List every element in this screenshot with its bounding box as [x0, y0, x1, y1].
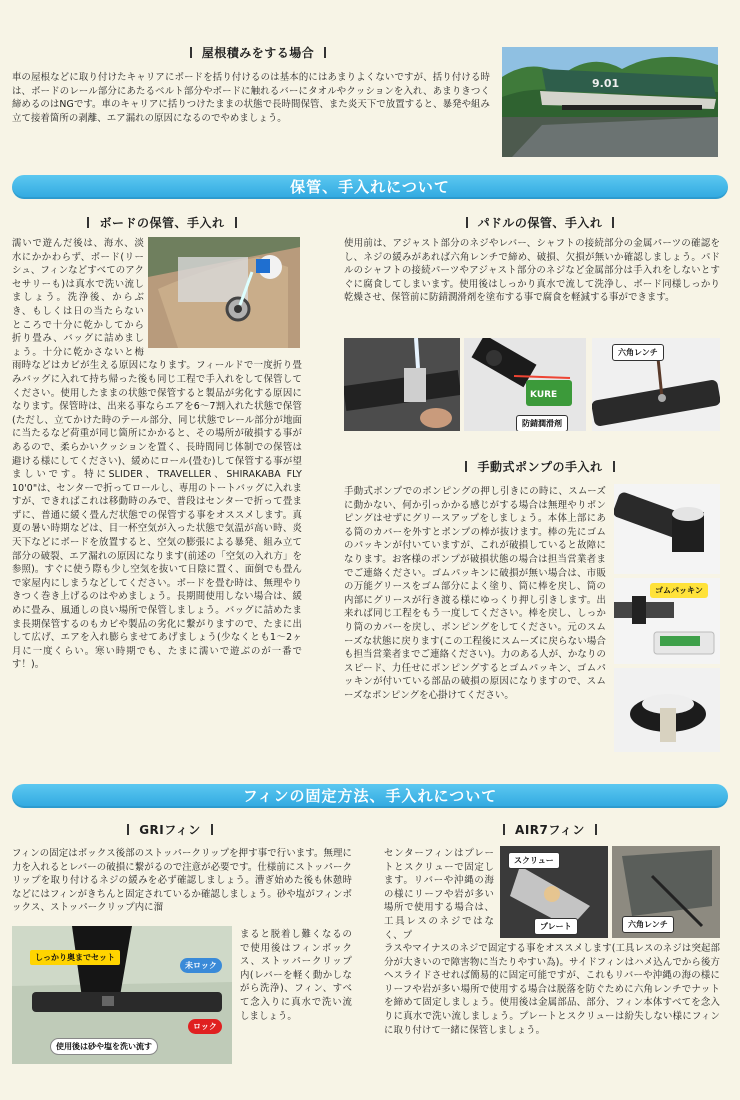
paddle-hexwrench-photo	[592, 338, 720, 431]
paddle-lubricant-photo	[464, 338, 586, 431]
air7-fin-body-side: センターフィンはプレートとスクリューで固定します。リバーや沖縄の海の様にリーフや岩が多い場所で使用する場合は、工具レスのネジではなく、プ	[384, 848, 494, 941]
paddle-care-heading: パドルの保管、手入れ	[440, 214, 640, 231]
board-care-heading: ボードの保管、手入れ	[62, 214, 262, 231]
care-section-banner: 保管、手入れについて	[12, 175, 728, 199]
hexwrench-label: 六角レンチ	[612, 344, 664, 361]
locked-label: ロック	[188, 1019, 222, 1034]
pump-cylinder-photo	[614, 484, 720, 574]
board-care-body: 濡いで遊んだ後は、海水、淡水にかかわらず、ボード(リーシュ、フィンなどすべてのアクセサリーも)は真水で洗い流しましょう。洗浄後、からぶき、もしくは日の当たらないところで十分に乾かしてから折り畳み、バッグに詰めましょう。十分に乾かさないと梅雨時などはカビが生える原因になります。フィールドで一度折り畳みバッグに入れて持ち帰った後も同じ工程で手入れをして保管してください。使用したままの状態で保管すると製品が劣化する原因になります。保管時は、出来る事ならエアを6〜7割入れた状態で保管(ただし、立てかけた時のテール部分、同じ状態でレール部分が地面に当たるなど荷重が同じ箇所にかかると、その場所が破損する事があるので、柔らかいクッションを置く、長時間同じ体制での保管は避ける様にしてください)、緩めにロール(畳む)して保管する事が望ましいです。特にSLIDER、TRAVELLER、SHIRAKABA FLY 10'0"は、センターで折ってロールし、専用のトートバッグに入れますが、できればこれは移動時のみで、普段はセンターで折って畳まずに、普通に緩く畳んだ状態での保管する事をオススメします。真夏の暑い時期などは、目一杯空気が入った状態で気温が高い時、炎天下などにボードを放置すると、空気の膨張による暴発、組み立て部分の破裂、エア漏れの原因になります(前述の「空気の入れ方」を参照)。すぐに使う際も少し空気を抜いて日陰に置く、面倒でも畳んで家屋内にしまうなどしてください。ボードを畳む時は、無理やりきつく巻き上げるのはやめましょう。長期間使用しない場合は、緩めに畳み、風通しの良い場所で保管しましょう。バッグに詰めたまま長期保管するのもカビや製品の劣化に繋がりますので、たまに出して広げ、エアを入れ膨らませてあげましょう(少なくとも1〜2ヶ月に一度くらい。寒い時期でも、たまに濡いで遊ぶのが一番です！)。	[12, 238, 302, 671]
gri-fin-body-side: まると脱着し難くなるので使用後はフィンボックス、ストッパークリップ内(レバーを軽く動かしながら洗浄)、フィン、すべて念入りに真水で洗い流しましょう。	[240, 929, 352, 1022]
fin-section-banner: フィンの固定方法、手入れについて	[12, 784, 728, 808]
pump-care-heading: 手動式ポンプの手入れ	[440, 458, 640, 475]
push-in-label: しっかり奥までセット	[30, 950, 120, 965]
board-print-text: 9.01	[592, 77, 620, 90]
paddle-care-body: 使用前は、アジャスト部分のネジやレバー、シャフトの接続部分の金属パーツの確認をし、ネジの緩みがあれば六角レンチで締め、破損、欠損が無いか確認しましょう。パドルのシャフトの接続パーツやアジャスト部分のネジなど金属部分は手入れをしないとすぐに腐食してしまいます。使用後はしっかり真水で流して洗浄し、ボード同様しっかり乾燥させ、保管前に防錆潤滑剤を塗布する事で腐食を軽減する事ができます。	[344, 238, 720, 304]
lubricant-can-print: KURE	[530, 390, 558, 400]
plate-label: プレート	[534, 918, 578, 935]
paddle-rinse-photo	[344, 338, 460, 431]
gri-fin-body-top: フィンの固定はボックス後部のストッパークリップを押す事で行います。無理に力を入れるとレバーの破損に繋がるので注意が必要です。仕様前にストッパークリップを取り付けるネジの緩みを必ず確認しましょう。漕ぎ始めた後も休憩時などにはフィンがきちんと固定されているか確認しましょう。砂や塩がフィンボックス、ストッパークリップ内に溜	[12, 848, 352, 914]
unlocked-label: 未ロック	[180, 958, 222, 973]
gri-fin-photo	[12, 926, 232, 1064]
air7-hexwrench-label: 六角レンチ	[622, 916, 674, 933]
pump-packing-photo	[614, 578, 720, 664]
air7-fin-heading: AIR7フィン	[470, 821, 630, 838]
roof-body: 車の屋根などに取り付けたキャリアにボードを括り付けるのは基本的にはあまりよくないですが、括り付ける時は、ボードのレール部分にあたるベルト部分やボードに触れるバーにタオルやクッションを入れ、あまりきつく締めるのはNGです。車のキャリアに括りつけたままの状態で長時間保管、また炎天下で放置すると、暴発や組み立て接着箇所の剥離、エア漏れの原因になるのでやめましょう。	[12, 72, 491, 124]
roof-heading: 屋根積みをする場合	[170, 44, 346, 61]
air7-plate-photo	[500, 846, 608, 938]
roof-car-photo	[502, 47, 718, 157]
packing-label: ゴムパッキン	[650, 583, 708, 598]
gri-fin-heading: GRIフィン	[90, 821, 250, 838]
lubricant-label: 防錆潤滑剤	[516, 415, 568, 431]
board-photo-spacer	[144, 237, 302, 357]
rinse-label: 使用後は砂や塩を洗い流す	[50, 1038, 158, 1055]
air7-fin-body-bottom: ラスやマイナスのネジで固定する事をオススメします(工具レスのネジは突起部分が大きいので障害物に当たりやすい為)。サイドフィンはハメ込んでから後方へスライドさせれば簡易的に固定可能ですが、これもリバーや沖縄の海の様にリーフや岩が多い場所で使用する場合は脱落を防ぐために六角レンチでナットを締めて固定しましょう。使用後は金属部品、部分、フィン本体すべてを念入りに真水で洗い流しましょう。プレートとスクリューは紛失しない様にフィンに取り付けて一緒に保管しましょう。	[384, 943, 720, 1036]
pump-care-body: 手動式ポンプでのポンピングの押し引きにの時に、スムーズに動かない、何か引っかかる感じがする場合は無理やりポンピングはせずにグリースアップをしましょう。本体上部にある筒のカバーを外すとポンプの棒が抜けます。棒の先にゴムのパッキンが付いていますが、これが破損していると故障になります。お客様のポンプが破損状態の場合は担当営業者までご連絡ください。ゴムパッキンに破損が無い場合は、市販の万能グリースをゴム部分によく塗り、筒に棒を戻し、筒の内部にグリースが行き渡る様にゆっくり押し引きします。出来れば同じ工程をもう一度してください。棒を戻し、しっかり筒のカバーを戻し、ポンピングをしてください。元のスムーズな状態に戻ります(この工程後にスムーズに戻らない場合も担当営業者までご連絡ください)。力のある人が、かなりのスピード、力任せにポンピングするとゴムパッキン、ゴムパッキンが付いている部品の破損の原因になりますので、スムーズなポンピングを心掛けてください。	[344, 486, 606, 701]
air7-wrench-photo	[612, 846, 720, 938]
pump-cap-photo	[614, 668, 720, 752]
screw-label: スクリュー	[508, 852, 560, 869]
